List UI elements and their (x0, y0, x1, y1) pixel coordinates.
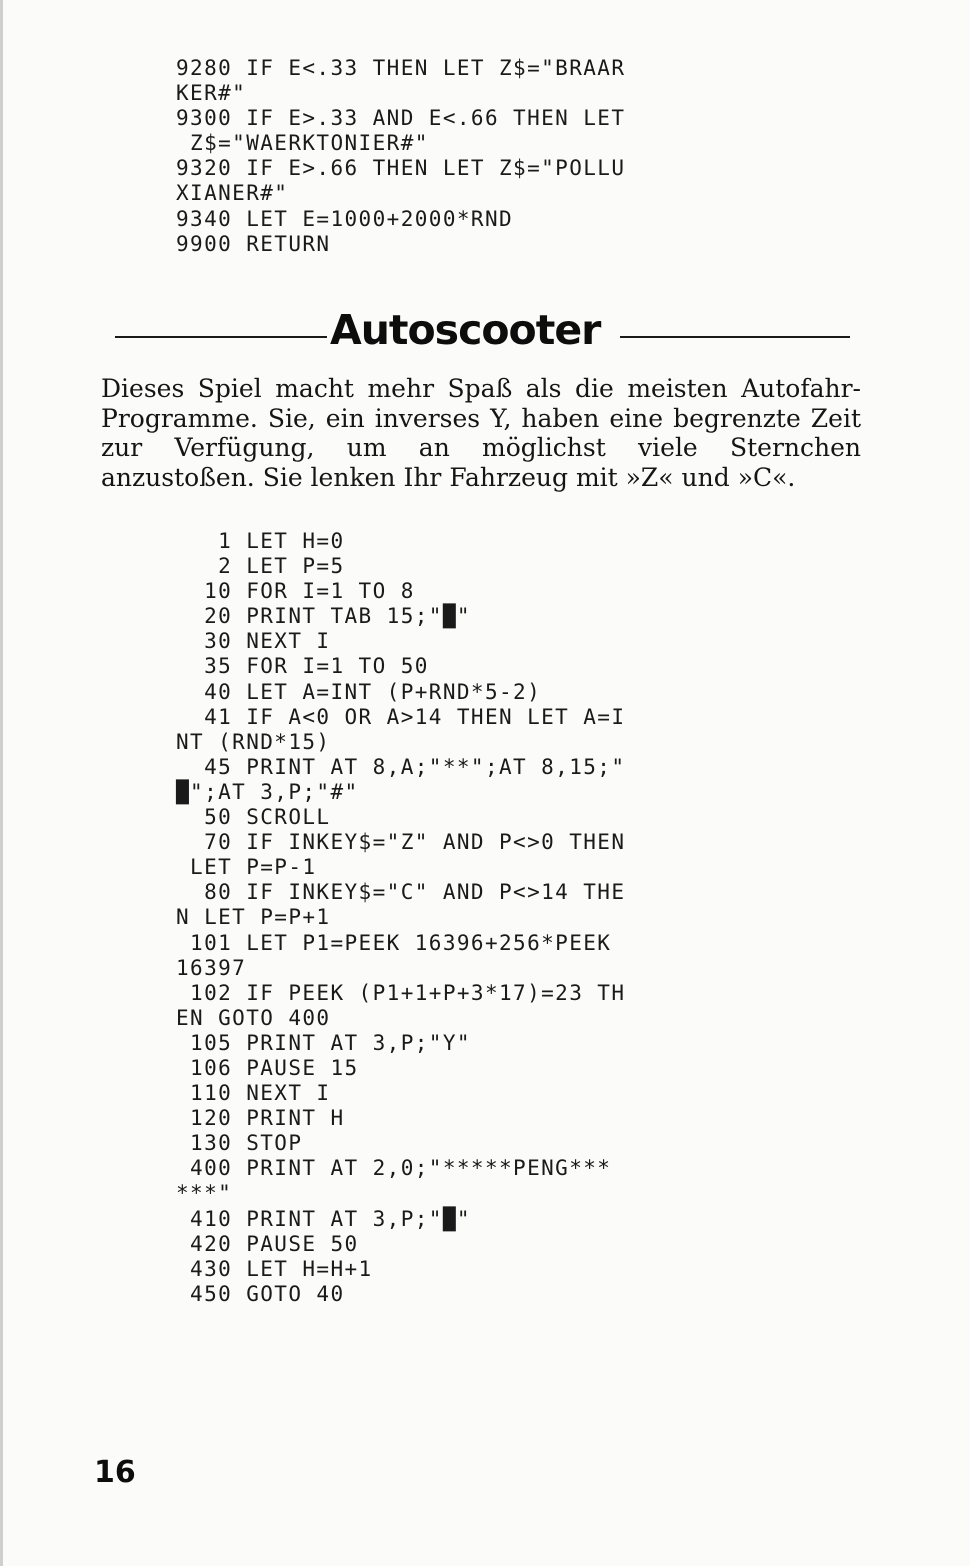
heading-rule-right (620, 336, 850, 338)
code-line: 9280 IF E<.33 THEN LET Z$="BRAAR (176, 56, 626, 80)
code-line: █";AT 3,P;"#" (176, 779, 359, 804)
code-listing-top (176, 56, 625, 257)
code-line: 9320 IF E>.66 THEN LET Z$="POLLU (176, 156, 626, 181)
code-line: 41 IF A<0 OR A>14 THEN LET A=I (176, 704, 626, 729)
code-line: 120 PRINT H (176, 1106, 345, 1131)
code-line: 10 FOR I=1 TO 8 (176, 579, 415, 604)
code-line: N LET P=P+1 (176, 905, 331, 930)
code-line: 45 PRINT AT 8,A;"**";AT 8,15;" (176, 754, 626, 779)
code-line: LET P=P-1 (176, 855, 317, 880)
code-line: 16397 (176, 955, 247, 980)
code-line: 102 IF PEEK (P1+1+P+3*17)=23 TH (176, 980, 626, 1005)
code-line: 2 LET P=5 (176, 554, 345, 579)
code-line: 105 PRINT AT 3,P;"Y" (176, 1030, 471, 1055)
code-line: 9300 IF E>.33 AND E<.66 THEN LET (176, 106, 626, 131)
intro-paragraph: Dieses Spiel macht mehr Spaß als die meisten Autofahr-Programme. Sie, ein inverses Y, haben eine begrenzte Zeit zur Verfügung, um an möglichst viele Sternchen anzustoßen. Sie lenken Ihr Fahrzeug mit »Z« und »C«. (101, 374, 861, 492)
code-line: XIANER#" (176, 181, 289, 206)
code-line: EN GOTO 400 (176, 1005, 331, 1030)
code-line: 130 STOP (176, 1131, 303, 1156)
code-line: 430 LET H=H+1 (176, 1256, 373, 1281)
code-line: 9900 RETURN (176, 231, 331, 256)
code-line: 50 SCROLL (176, 805, 331, 830)
code-line: 70 IF INKEY$="Z" AND P<>0 THEN (176, 830, 626, 855)
section-heading-row (115, 302, 850, 362)
code-line: 1 LET H=0 (176, 529, 345, 553)
code-line: 40 LET A=INT (P+RND*5-2) (176, 679, 542, 704)
code-line: 35 FOR I=1 TO 50 (176, 654, 429, 679)
code-line: 106 PAUSE 15 (176, 1055, 359, 1080)
section-title: Autoscooter (330, 306, 601, 354)
code-line: KER#" (176, 81, 247, 106)
code-line: 20 PRINT TAB 15;"█" (176, 604, 471, 629)
code-line: ***" (176, 1181, 233, 1206)
code-line: 450 GOTO 40 (176, 1281, 345, 1306)
code-line: 110 NEXT I (176, 1081, 331, 1106)
code-listing-main (176, 529, 625, 1307)
code-line: Z$="WAERKTONIER#" (176, 131, 429, 156)
code-line: 80 IF INKEY$="C" AND P<>14 THE (176, 880, 626, 905)
code-line: 410 PRINT AT 3,P;"█" (176, 1206, 471, 1231)
code-line: 101 LET P1=PEEK 16396+256*PEEK (176, 930, 612, 955)
page-number: 16 (94, 1455, 136, 1490)
code-line: 400 PRINT AT 2,0;"*****PENG*** (176, 1156, 612, 1181)
page-edge (0, 0, 3, 1566)
code-line: 30 NEXT I (176, 629, 331, 654)
code-line: 9340 LET E=1000+2000*RND (176, 206, 514, 231)
code-line: 420 PAUSE 50 (176, 1231, 359, 1256)
heading-rule-left (115, 336, 327, 338)
code-line: NT (RND*15) (176, 729, 331, 754)
